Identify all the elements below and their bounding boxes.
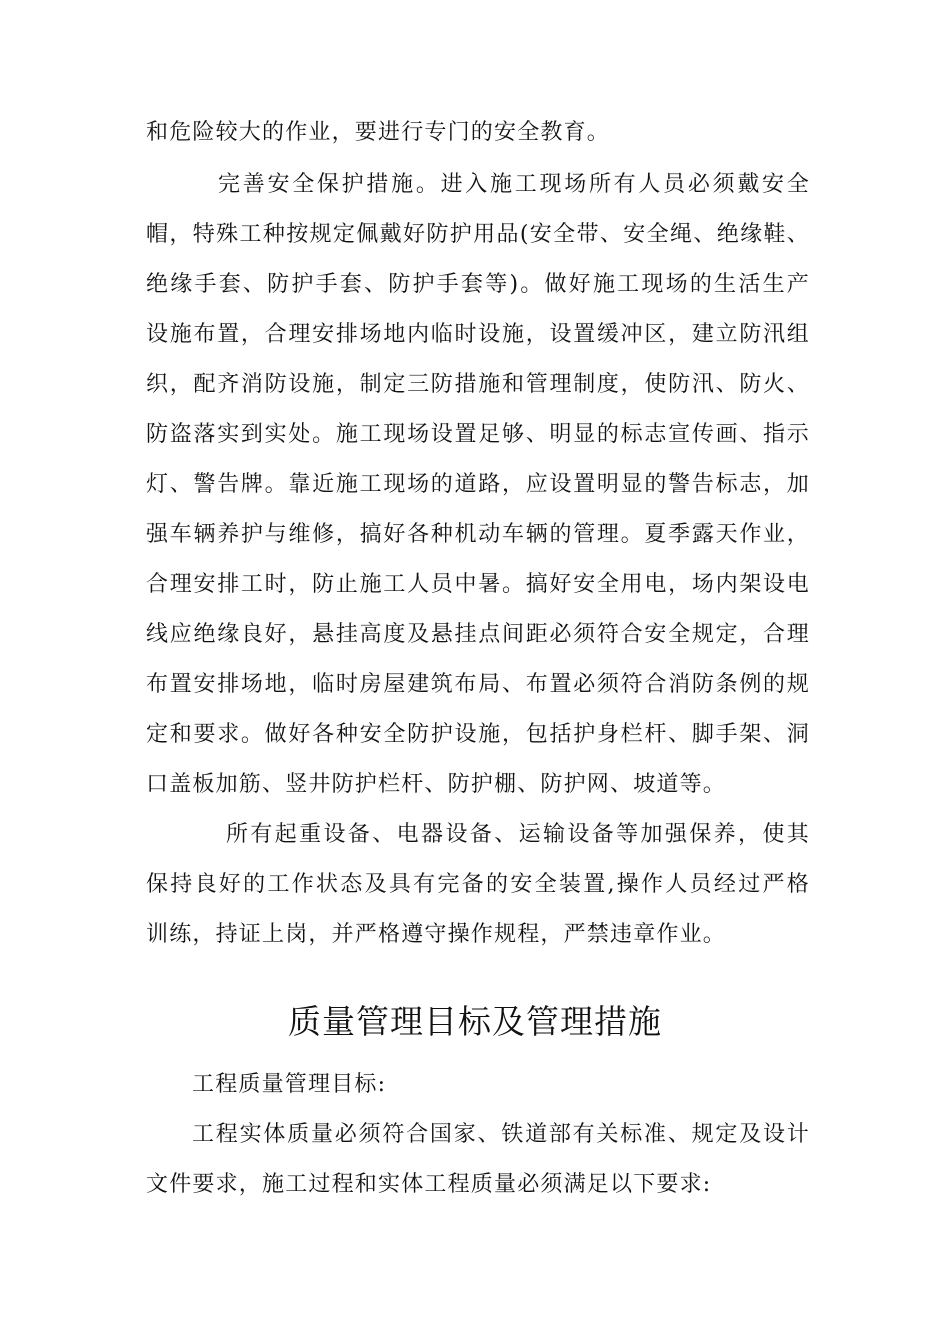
paragraph-2-line-13: 口盖板加筋、竖井防护栏杆、防护棚、防护网、坡道等。 [146, 772, 727, 797]
paragraph-2-line-2: 帽，特殊工种按规定佩戴好防护用品(安全带、安全绳、绝缘鞋、 [146, 222, 810, 247]
paragraph-2-line-10: 线应绝缘良好，悬挂高度及悬挂点间距必须符合安全规定，合理 [146, 622, 810, 647]
paragraph-2-line-1: 完善安全保护措施。进入施工现场所有人员必须戴安全 [218, 172, 810, 197]
paragraph-2-line-11: 布置安排场地，临时房屋建筑布局、布置必须符合消防条例的规 [146, 672, 810, 697]
paragraph-2-line-5: 织，配齐消防设施，制定三防措施和管理制度，使防汛、防火、 [146, 372, 810, 397]
section-title: 质量管理目标及管理措施 [288, 1002, 662, 1041]
paragraph-1-line-1: 和危险较大的作业，要进行专门的安全教育。 [146, 120, 611, 145]
paragraph-2-line-7: 灯、警告牌。靠近施工现场的道路，应设置明显的警告标志，加 [146, 472, 810, 497]
subheading: 工程质量管理目标: [192, 1072, 387, 1097]
paragraph-2-line-6: 防盗落实到实处。施工现场设置足够、明显的标志宣传画、指示 [146, 422, 810, 447]
paragraph-2-line-3: 绝缘手套、防护手套、防护手套等)。做好施工现场的生活生产 [146, 272, 810, 297]
paragraph-2-line-9: 合理安排工时，防止施工人员中暑。搞好安全用电，场内架设电 [146, 572, 810, 597]
paragraph-4-line-2: 文件要求，施工过程和实体工程质量必须满足以下要求: [146, 1172, 712, 1197]
paragraph-3-line-1: 所有起重设备、电器设备、运输设备等加强保养，使其 [226, 822, 810, 847]
paragraph-3-line-2: 保持良好的工作状态及具有完备的安全装置,操作人员经过严格 [146, 872, 810, 897]
paragraph-2-line-12: 定和要求。做好各种安全防护设施，包括护身栏杆、脚手架、洞 [146, 722, 810, 747]
paragraph-2-line-8: 强车辆养护与维修，搞好各种机动车辆的管理。夏季露天作业， [146, 522, 810, 547]
paragraph-3-line-3: 训练，持证上岗，并严格遵守操作规程，严禁违章作业。 [146, 922, 727, 947]
paragraph-4-line-1: 工程实体质量必须符合国家、铁道部有关标准、规定及设计 [192, 1122, 810, 1147]
paragraph-2-line-4: 设施布置，合理安排场地内临时设施，设置缓冲区，建立防汛组 [146, 322, 810, 347]
